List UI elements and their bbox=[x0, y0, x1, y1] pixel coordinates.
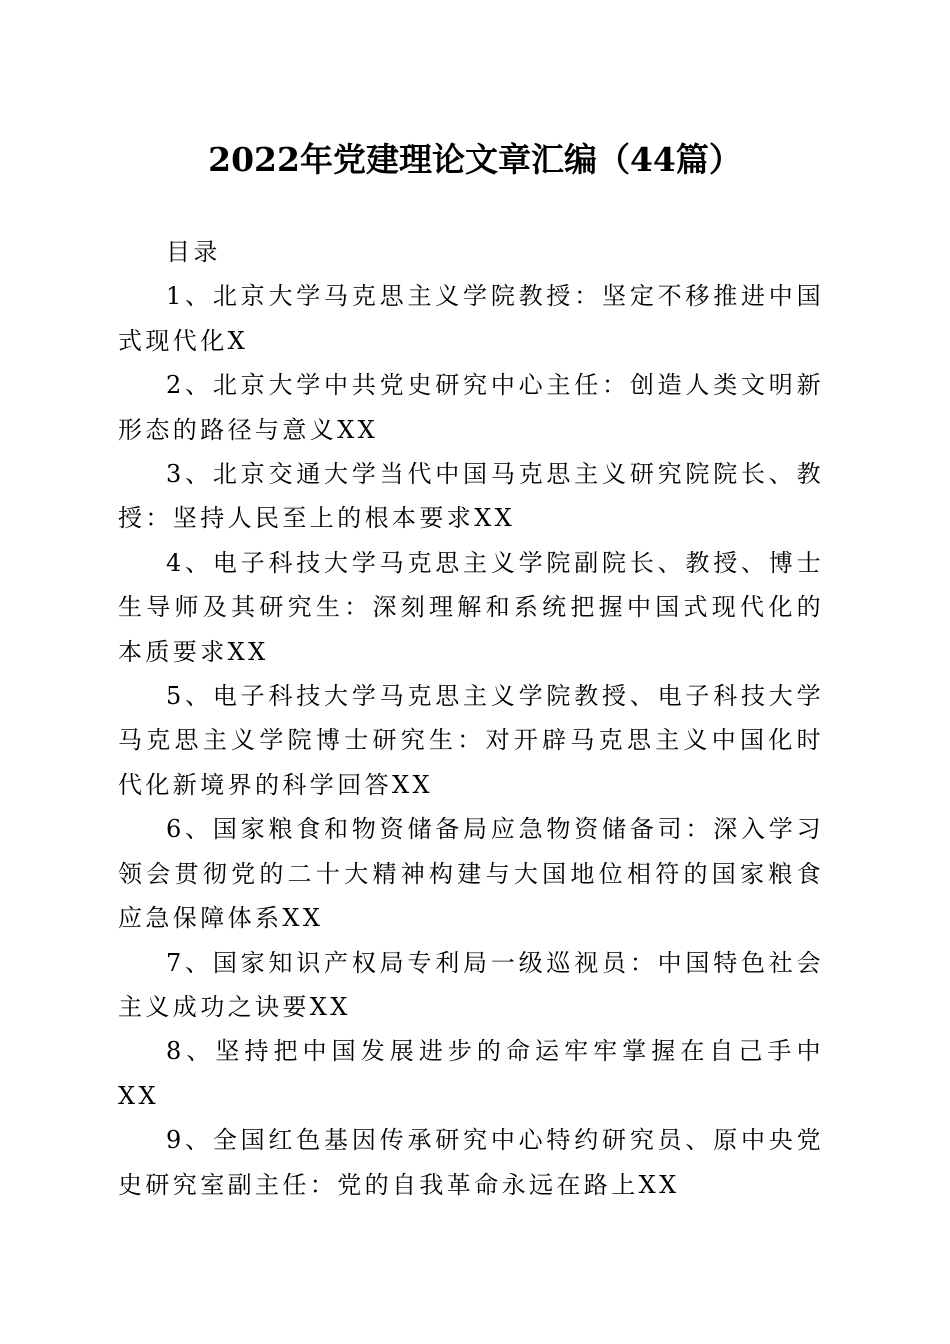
toc-item: 3、北京交通大学当代中国马克思主义研究院院长、教授：坚持人民至上的根本要求XX bbox=[118, 460, 824, 533]
toc-item: 8、坚持把中国发展进步的命运牢牢掌握在自己手中XX bbox=[118, 1037, 824, 1110]
toc-item: 6、国家粮食和物资储备局应急物资储备司：深入学习领会贯彻党的二十大精神构建与大国地位相符的国家粮食应急保障体系XX bbox=[118, 815, 824, 933]
document-title: 2022年党建理论文章汇编（44篇） bbox=[208, 140, 742, 179]
toc-item: 7、国家知识产权局专利局一级巡视员：中国特色社会主义成功之诀要XX bbox=[118, 948, 824, 1021]
toc-item: 4、电子科技大学马克思主义学院副院长、教授、博士生导师及其研究生：深刻理解和系统把握中国式现代化的本质要求XX bbox=[118, 548, 824, 666]
toc-item: 1、北京大学马克思主义学院教授：坚定不移推进中国式现代化X bbox=[118, 282, 824, 355]
toc-item: 5、电子科技大学马克思主义学院教授、电子科技大学马克思主义学院博士研究生：对开辟马克思主义中国化时代化新境界的科学回答XX bbox=[118, 682, 824, 799]
table-of-contents bbox=[118, 230, 824, 1207]
toc-item: 2、北京大学中共党史研究中心主任：创造人类文明新形态的路径与意义XX bbox=[118, 371, 824, 444]
toc-heading: 目录 bbox=[166, 238, 221, 266]
toc-item: 9、全国红色基因传承研究中心特约研究员、原中央党史研究室副主任：党的自我革命永远在路上XX bbox=[118, 1126, 824, 1199]
